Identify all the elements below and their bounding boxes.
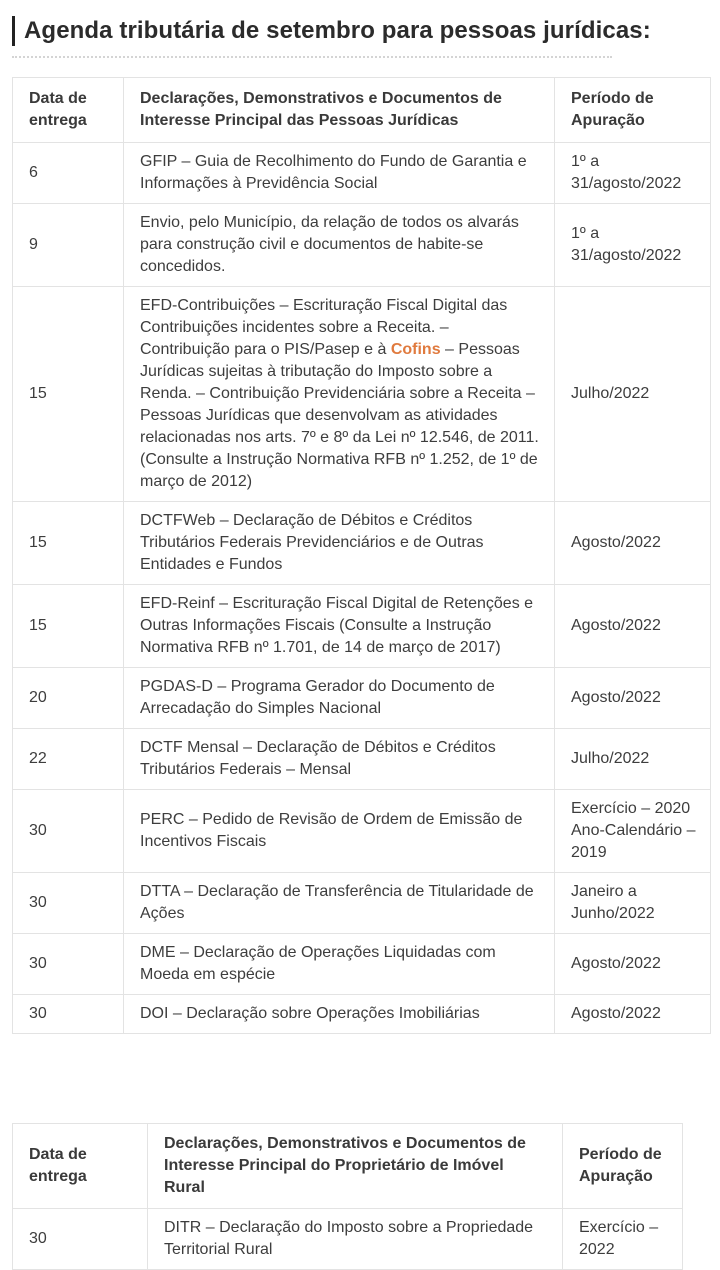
row-period: Agosto/2022 (555, 668, 711, 729)
row-date: 30 (13, 873, 124, 934)
table-header-row (13, 78, 711, 143)
row-date: 6 (13, 143, 124, 204)
table-row (13, 729, 711, 790)
row-date: 15 (13, 502, 124, 585)
column-header-date: Data de entrega (13, 1124, 148, 1209)
row-document: DITR – Declaração do Imposto sobre a Propriedade Territorial Rural (148, 1209, 563, 1270)
heading-divider (12, 56, 612, 58)
tax-agenda-table-rural (12, 1123, 683, 1270)
row-date: 30 (13, 995, 124, 1034)
table-row (13, 204, 711, 287)
column-header-document: Declarações, Demonstrativos e Documentos de Interesse Principal das Pessoas Jurídicas (124, 78, 555, 143)
row-period: Exercício – 2020 Ano-Calendário – 2019 (555, 790, 711, 873)
row-period: 1º a 31/agosto/2022 (555, 143, 711, 204)
row-date: 15 (13, 585, 124, 668)
row-period: Janeiro a Junho/2022 (555, 873, 711, 934)
table-row (13, 502, 711, 585)
row-date: 30 (13, 934, 124, 995)
row-document: EFD-Reinf – Escrituração Fiscal Digital de Retenções e Outras Informações Fiscais (Consulte a Instrução Normativa RFB nº 1.701, de 14 de março de 2017) (124, 585, 555, 668)
table-row (13, 585, 711, 668)
table-row (13, 668, 711, 729)
row-period: Agosto/2022 (555, 934, 711, 995)
row-period: Agosto/2022 (555, 502, 711, 585)
row-date: 9 (13, 204, 124, 287)
table-row (13, 287, 711, 502)
row-document: Envio, pelo Município, da relação de todos os alvarás para construção civil e documentos de habite-se concedidos. (124, 204, 555, 287)
row-period: Julho/2022 (555, 729, 711, 790)
table-row (13, 1209, 683, 1270)
row-date: 22 (13, 729, 124, 790)
heading-accent-bar (12, 16, 15, 46)
document-text-before: EFD-Contribuições – Escrituração Fiscal Digital das Contribuições incidentes sobre a Receita. – Contribuição para o PIS/Pasep e à (140, 297, 508, 358)
table-row (13, 873, 711, 934)
page-title: Agenda tributária de setembro para pessoas jurídicas: (24, 17, 651, 44)
table-row (13, 995, 711, 1034)
row-document: DME – Declaração de Operações Liquidadas com Moeda em espécie (124, 934, 555, 995)
table-row (13, 934, 711, 995)
column-header-date: Data de entrega (13, 78, 124, 143)
column-header-period: Período de Apuração (555, 78, 711, 143)
cofins-link[interactable]: Cofins (390, 341, 441, 358)
table-row (13, 790, 711, 873)
tax-agenda-table-companies (12, 77, 711, 1034)
row-document: DOI – Declaração sobre Operações Imobiliárias (124, 995, 555, 1034)
row-period: Agosto/2022 (555, 585, 711, 668)
row-document: GFIP – Guia de Recolhimento do Fundo de Garantia e Informações à Previdência Social (124, 143, 555, 204)
row-document: DCTFWeb – Declaração de Débitos e Créditos Tributários Federais Previdenciários e de Outras Entidades e Fundos (124, 502, 555, 585)
row-document (124, 287, 555, 502)
section-heading (12, 16, 708, 46)
document-text-after: – Pessoas Jurídicas sujeitas à tributação do Imposto sobre a Renda. – Contribuição Previdenciária sobre a Receita – Pessoas Jurídicas que desenvolvam as atividades relacionadas nos arts. 7º e 8º da Lei nº 12.546, de 2011. (Consulte a Instrução Normativa RFB nº 1.252, de 1º de março de 2012) (140, 341, 539, 490)
column-header-period: Período de Apuração (563, 1124, 683, 1209)
row-period: Exercício – 2022 (563, 1209, 683, 1270)
table-header-row (13, 1124, 683, 1209)
row-period: Julho/2022 (555, 287, 711, 502)
row-date: 30 (13, 790, 124, 873)
row-date: 15 (13, 287, 124, 502)
row-document: PGDAS-D – Programa Gerador do Documento de Arrecadação do Simples Nacional (124, 668, 555, 729)
row-document: DTTA – Declaração de Transferência de Titularidade de Ações (124, 873, 555, 934)
row-period: Agosto/2022 (555, 995, 711, 1034)
table-row (13, 143, 711, 204)
row-date: 30 (13, 1209, 148, 1270)
row-document: DCTF Mensal – Declaração de Débitos e Créditos Tributários Federais – Mensal (124, 729, 555, 790)
row-period: 1º a 31/agosto/2022 (555, 204, 711, 287)
column-header-document: Declarações, Demonstrativos e Documentos de Interesse Principal do Proprietário de Imóvel Rural (148, 1124, 563, 1209)
row-date: 20 (13, 668, 124, 729)
row-document: PERC – Pedido de Revisão de Ordem de Emissão de Incentivos Fiscais (124, 790, 555, 873)
